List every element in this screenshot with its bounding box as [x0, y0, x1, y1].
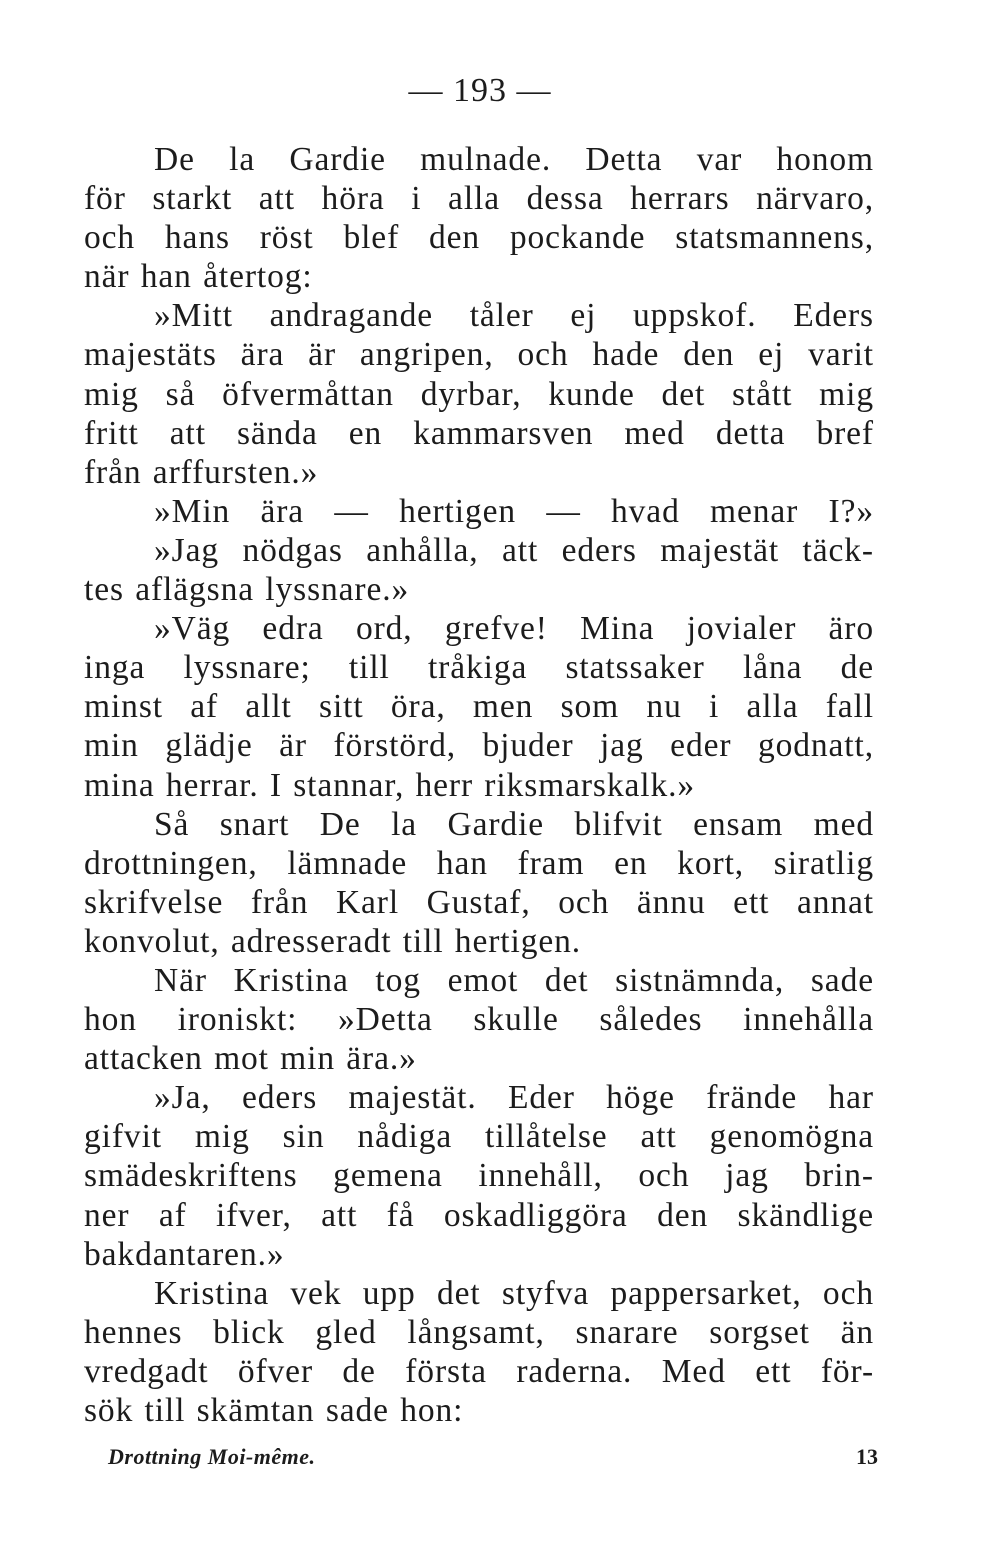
text-line: »Väg edra ord, grefve! Mina jovialer äro	[154, 610, 874, 648]
text-line: »Ja, eders majestät. Eder höge frände har	[154, 1079, 874, 1117]
text-line: drottningen, lämnade han fram en kort, siratlig	[84, 844, 874, 882]
text-line: och hans röst blef den pockande statsmannens,	[84, 219, 874, 257]
text-line: mina herrar. I stannar, herr riksmarskalk.»	[84, 766, 696, 804]
text-line: från arffursten.»	[84, 453, 319, 491]
text-line: tes aflägsna lyssnare.»	[84, 571, 410, 609]
page-number: — 193 —	[408, 72, 552, 109]
text-line: skrifvelse från Karl Gustaf, och ännu ett annat	[84, 883, 874, 921]
text-line: fritt att sända en kammarsven med detta bref	[84, 414, 874, 452]
text-line: attacken mot min ära.»	[84, 1040, 417, 1078]
text-line: De la Gardie mulnade. Detta var honom	[154, 141, 874, 178]
text-line: minst af allt sitt öra, men som nu i alla fall	[84, 688, 874, 726]
text-line: majestäts ära är angripen, och hade den ej varit	[84, 336, 874, 374]
text-line: ner af ifver, att få oskadliggöra den skändlige	[84, 1196, 874, 1234]
text-line: hennes blick gled långsamt, snarare sorgset än	[84, 1313, 874, 1351]
footer-title: Drottning Moi-même.	[108, 1444, 316, 1469]
text-line: min glädje är förstörd, bjuder jag eder godnatt,	[84, 727, 874, 765]
text-line: bakdantaren.»	[84, 1235, 285, 1273]
text-line: gifvit mig sin nådiga tillåtelse att genomögna	[84, 1118, 874, 1156]
text-line: sök till skämtan sade hon:	[84, 1392, 464, 1429]
text-line: konvolut, adresseradt till hertigen.	[84, 922, 582, 960]
text-line: inga lyssnare; till tråkiga statssaker låna de	[84, 649, 874, 687]
text-line: smädeskriftens gemena innehåll, och jag brin-	[84, 1157, 874, 1195]
text-line: »Jag nödgas anhålla, att eders majestät täck-	[154, 531, 874, 569]
signature-mark: 13	[856, 1444, 878, 1469]
text-line: »Min ära — hertigen — hvad menar I?»	[154, 492, 874, 530]
text-line: för starkt att höra i alla dessa herrars närvaro,	[84, 180, 874, 218]
text-line: när han återtog:	[84, 258, 313, 296]
text-line: Så snart De la Gardie blifvit ensam med	[154, 805, 874, 843]
text-line: »Mitt andragande tåler ej uppskof. Eders	[154, 297, 874, 335]
text-line: Kristina vek upp det styfva pappersarket, och	[154, 1274, 874, 1312]
body-text	[84, 140, 874, 1430]
page-footer	[108, 1444, 878, 1480]
text-line: vredgadt öfver de första raderna. Med ett för-	[84, 1352, 874, 1390]
text-line: När Kristina tog emot det sistnämnda, sade	[154, 961, 874, 999]
text-line: mig så öfvermåttan dyrbar, kunde det stått mig	[84, 375, 874, 413]
text-line: hon ironiskt: »Detta skulle således innehålla	[84, 1001, 874, 1039]
